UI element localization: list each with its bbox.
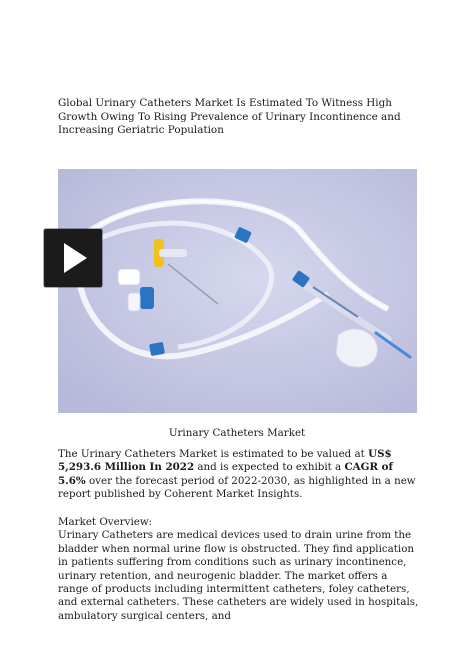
image-caption: Urinary Catheters Market (168, 427, 306, 439)
play-video-button[interactable] (44, 229, 102, 287)
catheter-photo (58, 169, 417, 413)
document-title: Global Urinary Catheters Market Is Estimated To Witness High Growth Owing To Rising Prevalence of Urinary Incontinence and Increasing Geriatric Population (58, 97, 401, 137)
overview-body: Urinary Catheters are medical devices used to drain urine from the bladder when normal urine flow is obstructed. They find application in patients suffering from conditions such as urinary incontinence, urinary retention, and neurogenic bladder. The market offers a range of products including intermittent catheters, foley catheters, and external catheters. These catheters are widely used in hospitals, ambulatory surgical centers, and (58, 529, 419, 622)
intro-paragraph (58, 448, 420, 502)
overview-heading: Market Overview: (58, 516, 153, 528)
market-value: US$ 5,293.6 Million In 2022 (58, 448, 392, 474)
intro-text-2: and is expected to exhibit a (194, 461, 345, 474)
cagr-value: CAGR of 5.6% (58, 461, 393, 487)
intro-text-1: The Urinary Catheters Market is estimated to be valued at (58, 448, 369, 460)
play-icon (64, 243, 87, 273)
overview-section (58, 516, 420, 623)
intro-text-3: over the forecast period of 2022-2030, as highlighted in a new report published by Coherent Market Insights. (58, 474, 416, 501)
